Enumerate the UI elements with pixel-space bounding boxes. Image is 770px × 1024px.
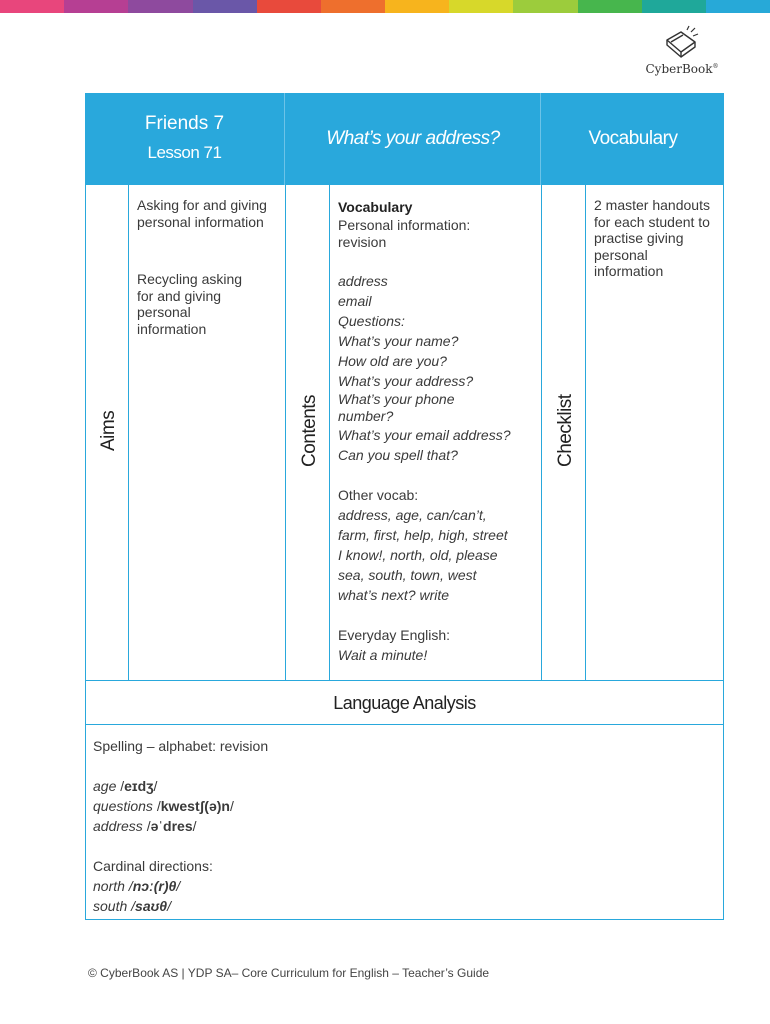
everyday-english-label: Everyday English:	[338, 627, 451, 643]
ipa-row: age /eɪdʒ/	[93, 778, 158, 794]
contents-label: Contents	[299, 394, 320, 467]
cardinal-label: Cardinal directions:	[93, 858, 213, 874]
other-vocab-line: I know!, north, old, please	[338, 547, 498, 563]
book-icon	[661, 24, 703, 60]
contents-heading: Vocabulary	[338, 199, 413, 215]
stripe-segment	[0, 0, 64, 13]
other-vocab-label: Other vocab:	[338, 487, 419, 503]
lesson-title: What’s your address?	[284, 93, 541, 185]
lesson-number: Lesson 71	[147, 143, 222, 162]
aim-item: Asking for and giving personal information	[137, 197, 267, 230]
other-vocab-line: sea, south, town, west	[338, 567, 477, 583]
footer: © CyberBook AS | YDP SA– Core Curriculum for English – Teacher’s Guide	[88, 966, 490, 980]
course-title: Friends 7	[144, 113, 225, 134]
question-item: How old are you?	[338, 353, 447, 369]
language-analysis-title: Language Analysis	[85, 680, 724, 725]
aim-item: Recycling asking for and giving personal information	[137, 271, 243, 337]
ipa-row: address /əˈdres/	[93, 818, 197, 834]
logo-name: CyberBook	[645, 62, 713, 76]
stripe-segment	[64, 0, 128, 13]
vocab-word: address	[338, 273, 388, 289]
contents-subheading: Personal information: revision	[338, 217, 471, 250]
language-analysis-body	[85, 724, 724, 920]
ipa-row: south /saʊθ/	[93, 898, 171, 914]
cyberbook-logo	[632, 24, 732, 84]
stripe-segment	[578, 0, 642, 13]
header-course-cell	[85, 93, 284, 185]
table-body	[85, 185, 724, 681]
vocab-word: Questions:	[338, 313, 405, 329]
table-header	[85, 93, 724, 185]
question-item: What’s your address?	[338, 373, 474, 389]
divider	[585, 185, 586, 681]
everyday-english-phrase: Wait a minute!	[338, 647, 428, 663]
stripe-segment	[642, 0, 706, 13]
divider	[285, 185, 286, 681]
ipa-row: questions /kwestʃ(ə)n/	[93, 798, 234, 814]
divider	[329, 185, 330, 681]
other-vocab-line: address, age, can/can’t,	[338, 507, 487, 523]
checklist-text: 2 master handouts for each student to practise giving personal information	[594, 197, 710, 279]
stripe-segment	[706, 0, 770, 13]
ipa-row: north /nɔː(r)θ/	[93, 878, 181, 894]
lesson-type: Vocabulary	[540, 93, 725, 185]
question-item: Can you spell that?	[338, 447, 458, 463]
stripe-segment	[128, 0, 192, 13]
spelling-note: Spelling – alphabet: revision	[93, 738, 269, 754]
vocab-word: email	[338, 293, 372, 309]
checklist-label: Checklist	[555, 394, 576, 467]
question-item: What’s your phone number?	[338, 391, 455, 424]
question-item: What’s your name?	[338, 333, 459, 349]
other-vocab-line: farm, first, help, high, street	[338, 527, 508, 543]
divider	[128, 185, 129, 681]
other-vocab-line: what’s next? write	[338, 587, 450, 603]
stripe-segment	[513, 0, 577, 13]
contents-cell	[338, 197, 543, 665]
stripe-segment	[449, 0, 513, 13]
aims-label: Aims	[98, 410, 119, 451]
stripe-segment	[193, 0, 257, 13]
stripe-segment	[385, 0, 449, 13]
stripe-segment	[257, 0, 321, 13]
stripe-segment	[321, 0, 385, 13]
color-stripe	[0, 0, 770, 13]
question-item: What’s your email address?	[338, 427, 511, 443]
logo-mark: ®	[712, 63, 719, 70]
